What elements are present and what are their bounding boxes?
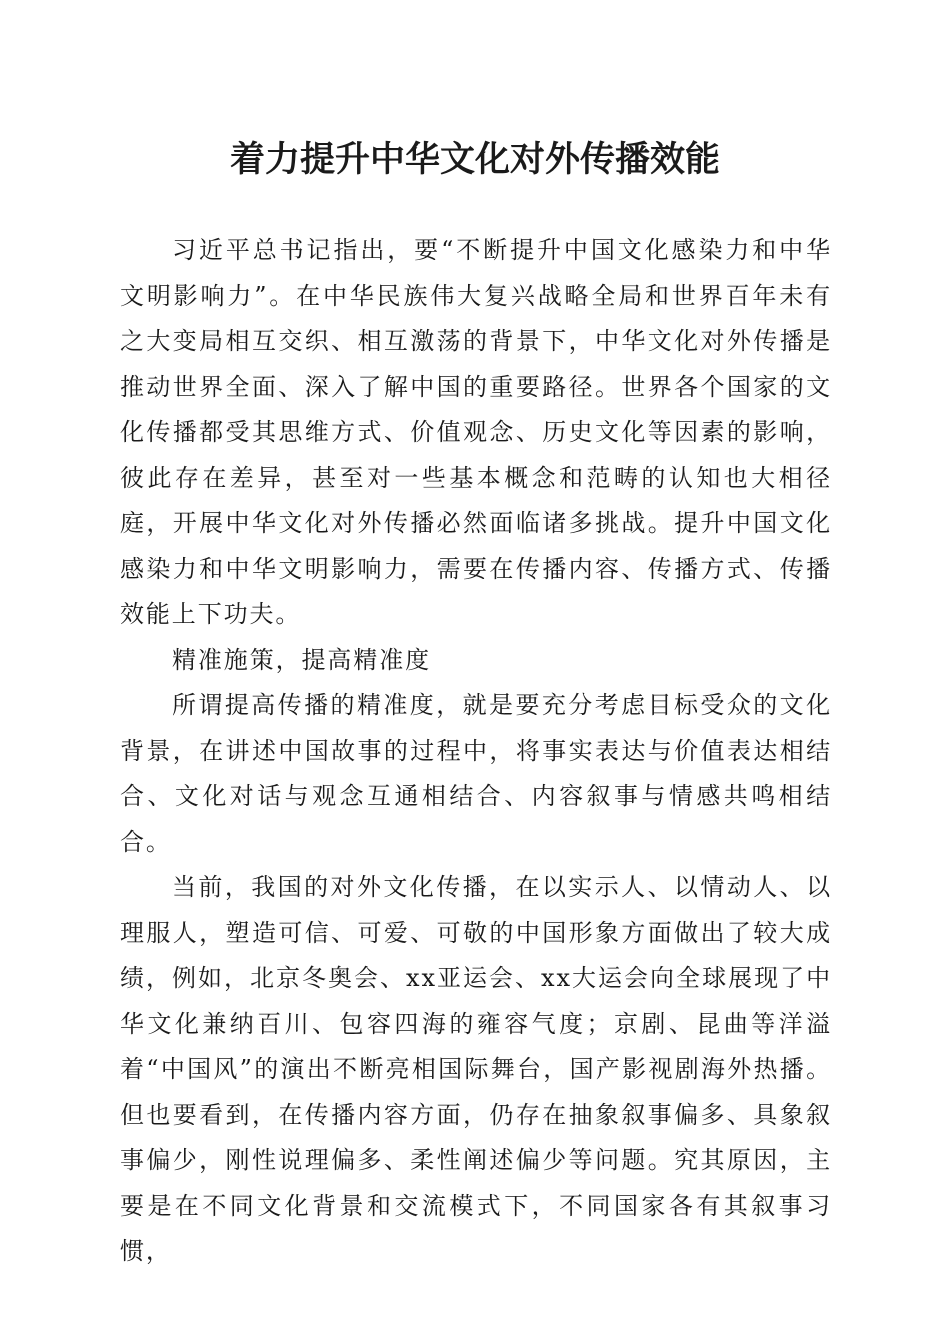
document-title: 着力提升中华文化对外传播效能	[229, 139, 720, 180]
intro-paragraph: 习近平总书记指出，要“不断提升中国文化感染力和中华文明影响力”。在中华民族伟大复兴战略全局和世界百年未有之大变局相互交织、相互激荡的背景下，中华文化对外传播是推动世界全面、深入了解中国的重要路径。世界各个国家的文化传播都受其思维方式、价值观念、历史文化等因素的影响，彼此存在差异，甚至对一些基本概念和范畴的认知也大相径庭，开展中华文化对外传播必然面临诸多挑战。提升中国文化感染力和中华文明影响力，需要在传播内容、传播方式、传播效能上下功夫。	[120, 236, 832, 628]
section-heading: 精准施策，提高精准度	[172, 645, 431, 674]
body-paragraph: 当前，我国的对外文化传播，在以实示人、以情动人、以理服人，塑造可信、可爱、可敬的中国形象方面做出了较大成绩，例如，北京冬奥会、xx亚运会、xx大运会向全球展现了中华文化兼纳百川、包容四海的雍容气度；京剧、昆曲等洋溢着“中国风”的演出不断亮相国际舞台，国产影视剧海外热播。但也要看到，在传播内容方面，仍存在抽象叙事偏多、具象叙事偏少，刚性说理偏多、柔性阐述偏少等问题。究其原因，主要是在不同文化背景和交流模式下，不同国家各有其叙事习惯，	[120, 873, 832, 1265]
body-paragraph: 所谓提高传播的精准度，就是要充分考虑目标受众的文化背景，在讲述中国故事的过程中，将事实表达与价值表达相结合、文化对话与观念互通相结合、内容叙事与情感共鸣相结合。	[120, 691, 832, 856]
document-body	[120, 228, 832, 1275]
